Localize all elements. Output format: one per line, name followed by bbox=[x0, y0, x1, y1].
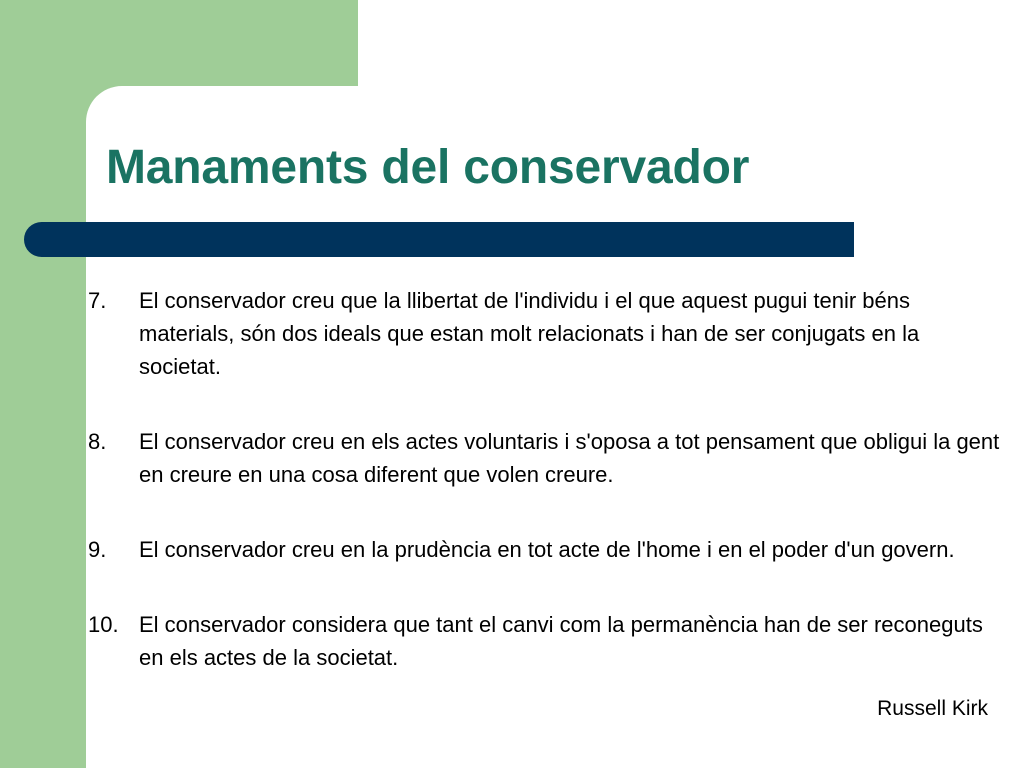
commandments-list bbox=[86, 284, 1006, 674]
list-item-7 bbox=[86, 284, 1006, 383]
item-number: 10. bbox=[88, 612, 119, 637]
item-text: El conservador creu que la llibertat de l'individu i el que aquest pugui tenir béns materials, són dos ideals que estan molt relacionats i han de ser conjugats en la societat. bbox=[139, 288, 920, 379]
item-text: El conservador creu en la prudència en tot acte de l'home i en el poder d'un govern. bbox=[139, 537, 955, 562]
list-item-8 bbox=[86, 425, 1006, 491]
list-item-10 bbox=[86, 608, 1006, 674]
author-attribution: Russell Kirk bbox=[877, 697, 988, 720]
item-number: 9. bbox=[88, 537, 107, 562]
title-underline-bar bbox=[24, 222, 854, 257]
slide-title: Manaments del conservador bbox=[106, 141, 750, 194]
list-item-9 bbox=[86, 533, 1006, 566]
item-number: 7. bbox=[88, 288, 107, 313]
item-text: El conservador creu en els actes voluntaris i s'oposa a tot pensament que obligui la gent en creure en una cosa diferent que volen creure. bbox=[139, 429, 1000, 487]
item-number: 8. bbox=[88, 429, 107, 454]
item-text: El conservador considera que tant el canvi com la permanència han de ser reconeguts en els actes de la societat. bbox=[139, 612, 983, 670]
